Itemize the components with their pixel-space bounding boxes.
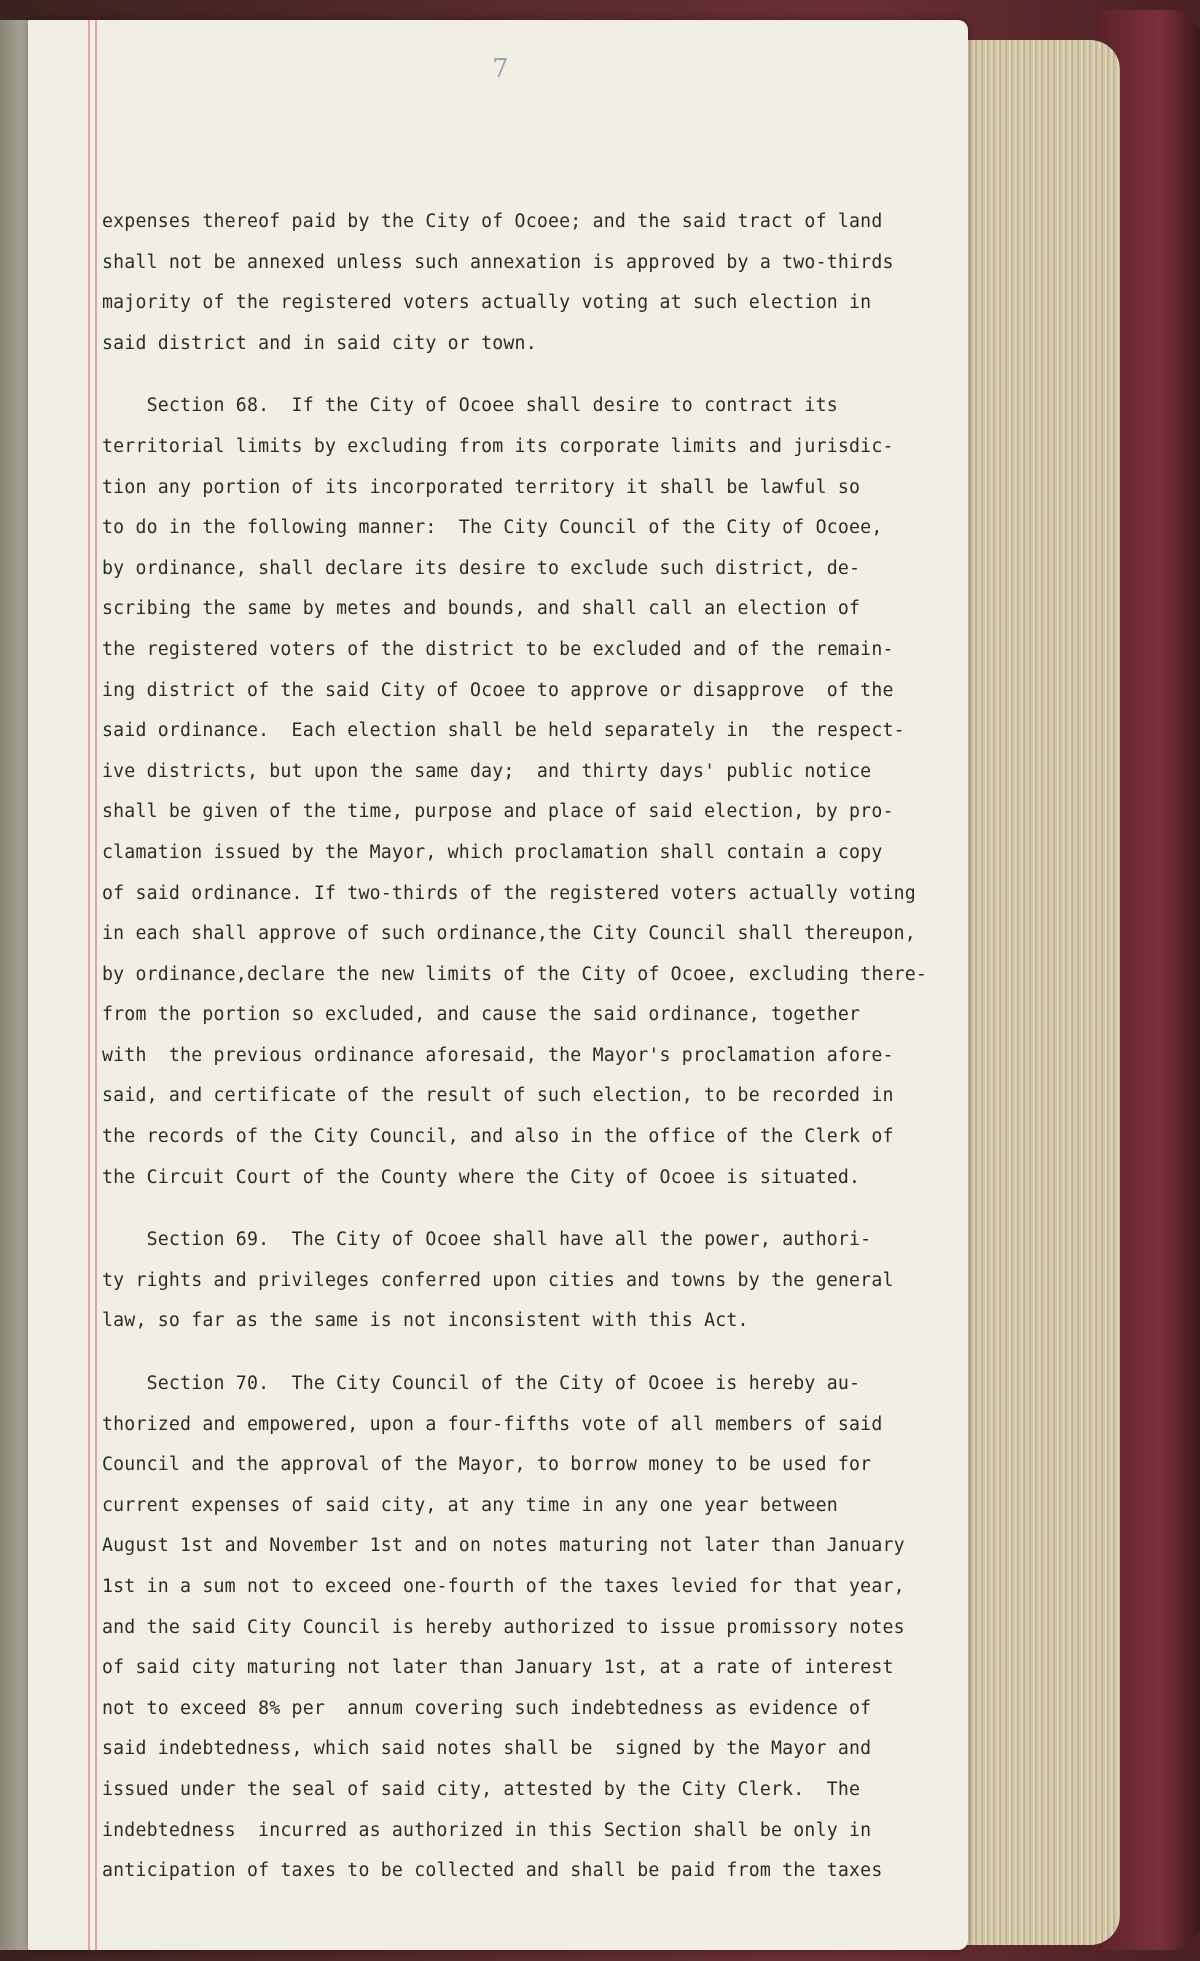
- paragraph-p-68: [102, 386, 992, 1198]
- document-page: [28, 20, 968, 1950]
- text-line: shall not be annexed unless such annexation is approved by a two-thirds: [102, 251, 894, 273]
- margin-rule: [95, 20, 97, 1950]
- text-line: 1st in a sum not to exceed one-fourth of the taxes levied for that year,: [102, 1576, 905, 1597]
- text-line: and the said City Council is hereby authorized to issue promissory notes: [102, 1616, 905, 1638]
- text-line: the records of the City Council, and also in the office of the Clerk of: [102, 1126, 894, 1148]
- paragraph-p-69: [102, 1220, 992, 1342]
- text-line: scribing the same by metes and bounds, and shall call an election of: [102, 598, 861, 620]
- text-line: clamation issued by the Mayor, which proclamation shall contain a copy: [102, 841, 883, 863]
- document-body: [102, 202, 992, 1892]
- paragraph-gap: [102, 364, 992, 386]
- text-line: territorial limits by excluding from its corporate limits and jurisdic-: [102, 435, 894, 457]
- text-line: indebtedness incurred as authorized in this Section shall be only in: [102, 1819, 872, 1841]
- text-line: of said city maturing not later than January 1st, at a rate of interest: [102, 1657, 894, 1679]
- paragraph-gap: [102, 1198, 992, 1220]
- text-line: said, and certificate of the result of such election, to be recorded in: [102, 1085, 894, 1107]
- page-number: 7: [492, 54, 509, 84]
- text-line: issued under the seal of said city, attested by the City Clerk. The: [102, 1778, 861, 1800]
- text-line: anticipation of taxes to be collected and shall be paid from the taxes: [102, 1860, 883, 1882]
- text-line: to do in the following manner: The City Council of the City of Ocoee,: [102, 517, 883, 539]
- paragraph-p-cont: [102, 202, 992, 364]
- text-line: Council and the approval of the Mayor, to borrow money to be used for: [102, 1454, 872, 1476]
- margin-rule: [88, 20, 90, 1950]
- text-line: Section 69. The City of Ocoee shall have all the power, authori-: [102, 1229, 872, 1251]
- text-line: in each shall approve of such ordinance,the City Council shall thereupon,: [102, 923, 916, 945]
- text-line: from the portion so excluded, and cause the said ordinance, together: [102, 1004, 861, 1026]
- paragraph-p-70: [102, 1364, 992, 1892]
- text-line: of said ordinance. If two-thirds of the registered voters actually voting: [102, 882, 916, 904]
- text-line: said indebtedness, which said notes shall be signed by the Mayor and: [102, 1738, 872, 1760]
- text-line: said ordinance. Each election shall be held separately in the respect-: [102, 720, 905, 742]
- text-line: shall be given of the time, purpose and place of said election, by pro-: [102, 801, 894, 823]
- text-line: the Circuit Court of the County where the City of Ocoee is situated.: [102, 1166, 861, 1188]
- text-line: tion any portion of its incorporated territory it shall be lawful so: [102, 476, 861, 498]
- text-line: expenses thereof paid by the City of Ocoee; and the said tract of land: [102, 211, 883, 232]
- paragraph-gap: [102, 1342, 992, 1364]
- text-line: by ordinance, shall declare its desire to exclude such district, de-: [102, 557, 861, 579]
- text-line: by ordinance,declare the new limits of the City of Ocoee, excluding there-: [102, 963, 928, 985]
- text-line: August 1st and November 1st and on notes maturing not later than January: [102, 1535, 905, 1557]
- text-line: the registered voters of the district to be excluded and of the remain-: [102, 638, 894, 660]
- text-line: ty rights and privileges conferred upon cities and towns by the general: [102, 1269, 894, 1291]
- text-line: said district and in said city or town.: [102, 332, 537, 354]
- text-line: not to exceed 8% per annum covering such indebtedness as evidence of: [102, 1697, 872, 1719]
- text-line: ing district of the said City of Ocoee to approve or disapprove of the: [102, 679, 894, 701]
- text-line: law, so far as the same is not inconsistent with this Act.: [102, 1310, 749, 1332]
- text-line: ive districts, but upon the same day; and thirty days' public notice: [102, 760, 872, 782]
- text-line: majority of the registered voters actually voting at such election in: [102, 292, 872, 314]
- text-line: with the previous ordinance aforesaid, the Mayor's proclamation afore-: [102, 1044, 894, 1066]
- text-line: thorized and empowered, upon a four-fifths vote of all members of said: [102, 1413, 883, 1435]
- text-line: Section 68. If the City of Ocoee shall desire to contract its: [102, 395, 838, 417]
- text-line: current expenses of said city, at any time in any one year between: [102, 1494, 838, 1516]
- text-line: Section 70. The City Council of the City of Ocoee is hereby au-: [102, 1373, 861, 1395]
